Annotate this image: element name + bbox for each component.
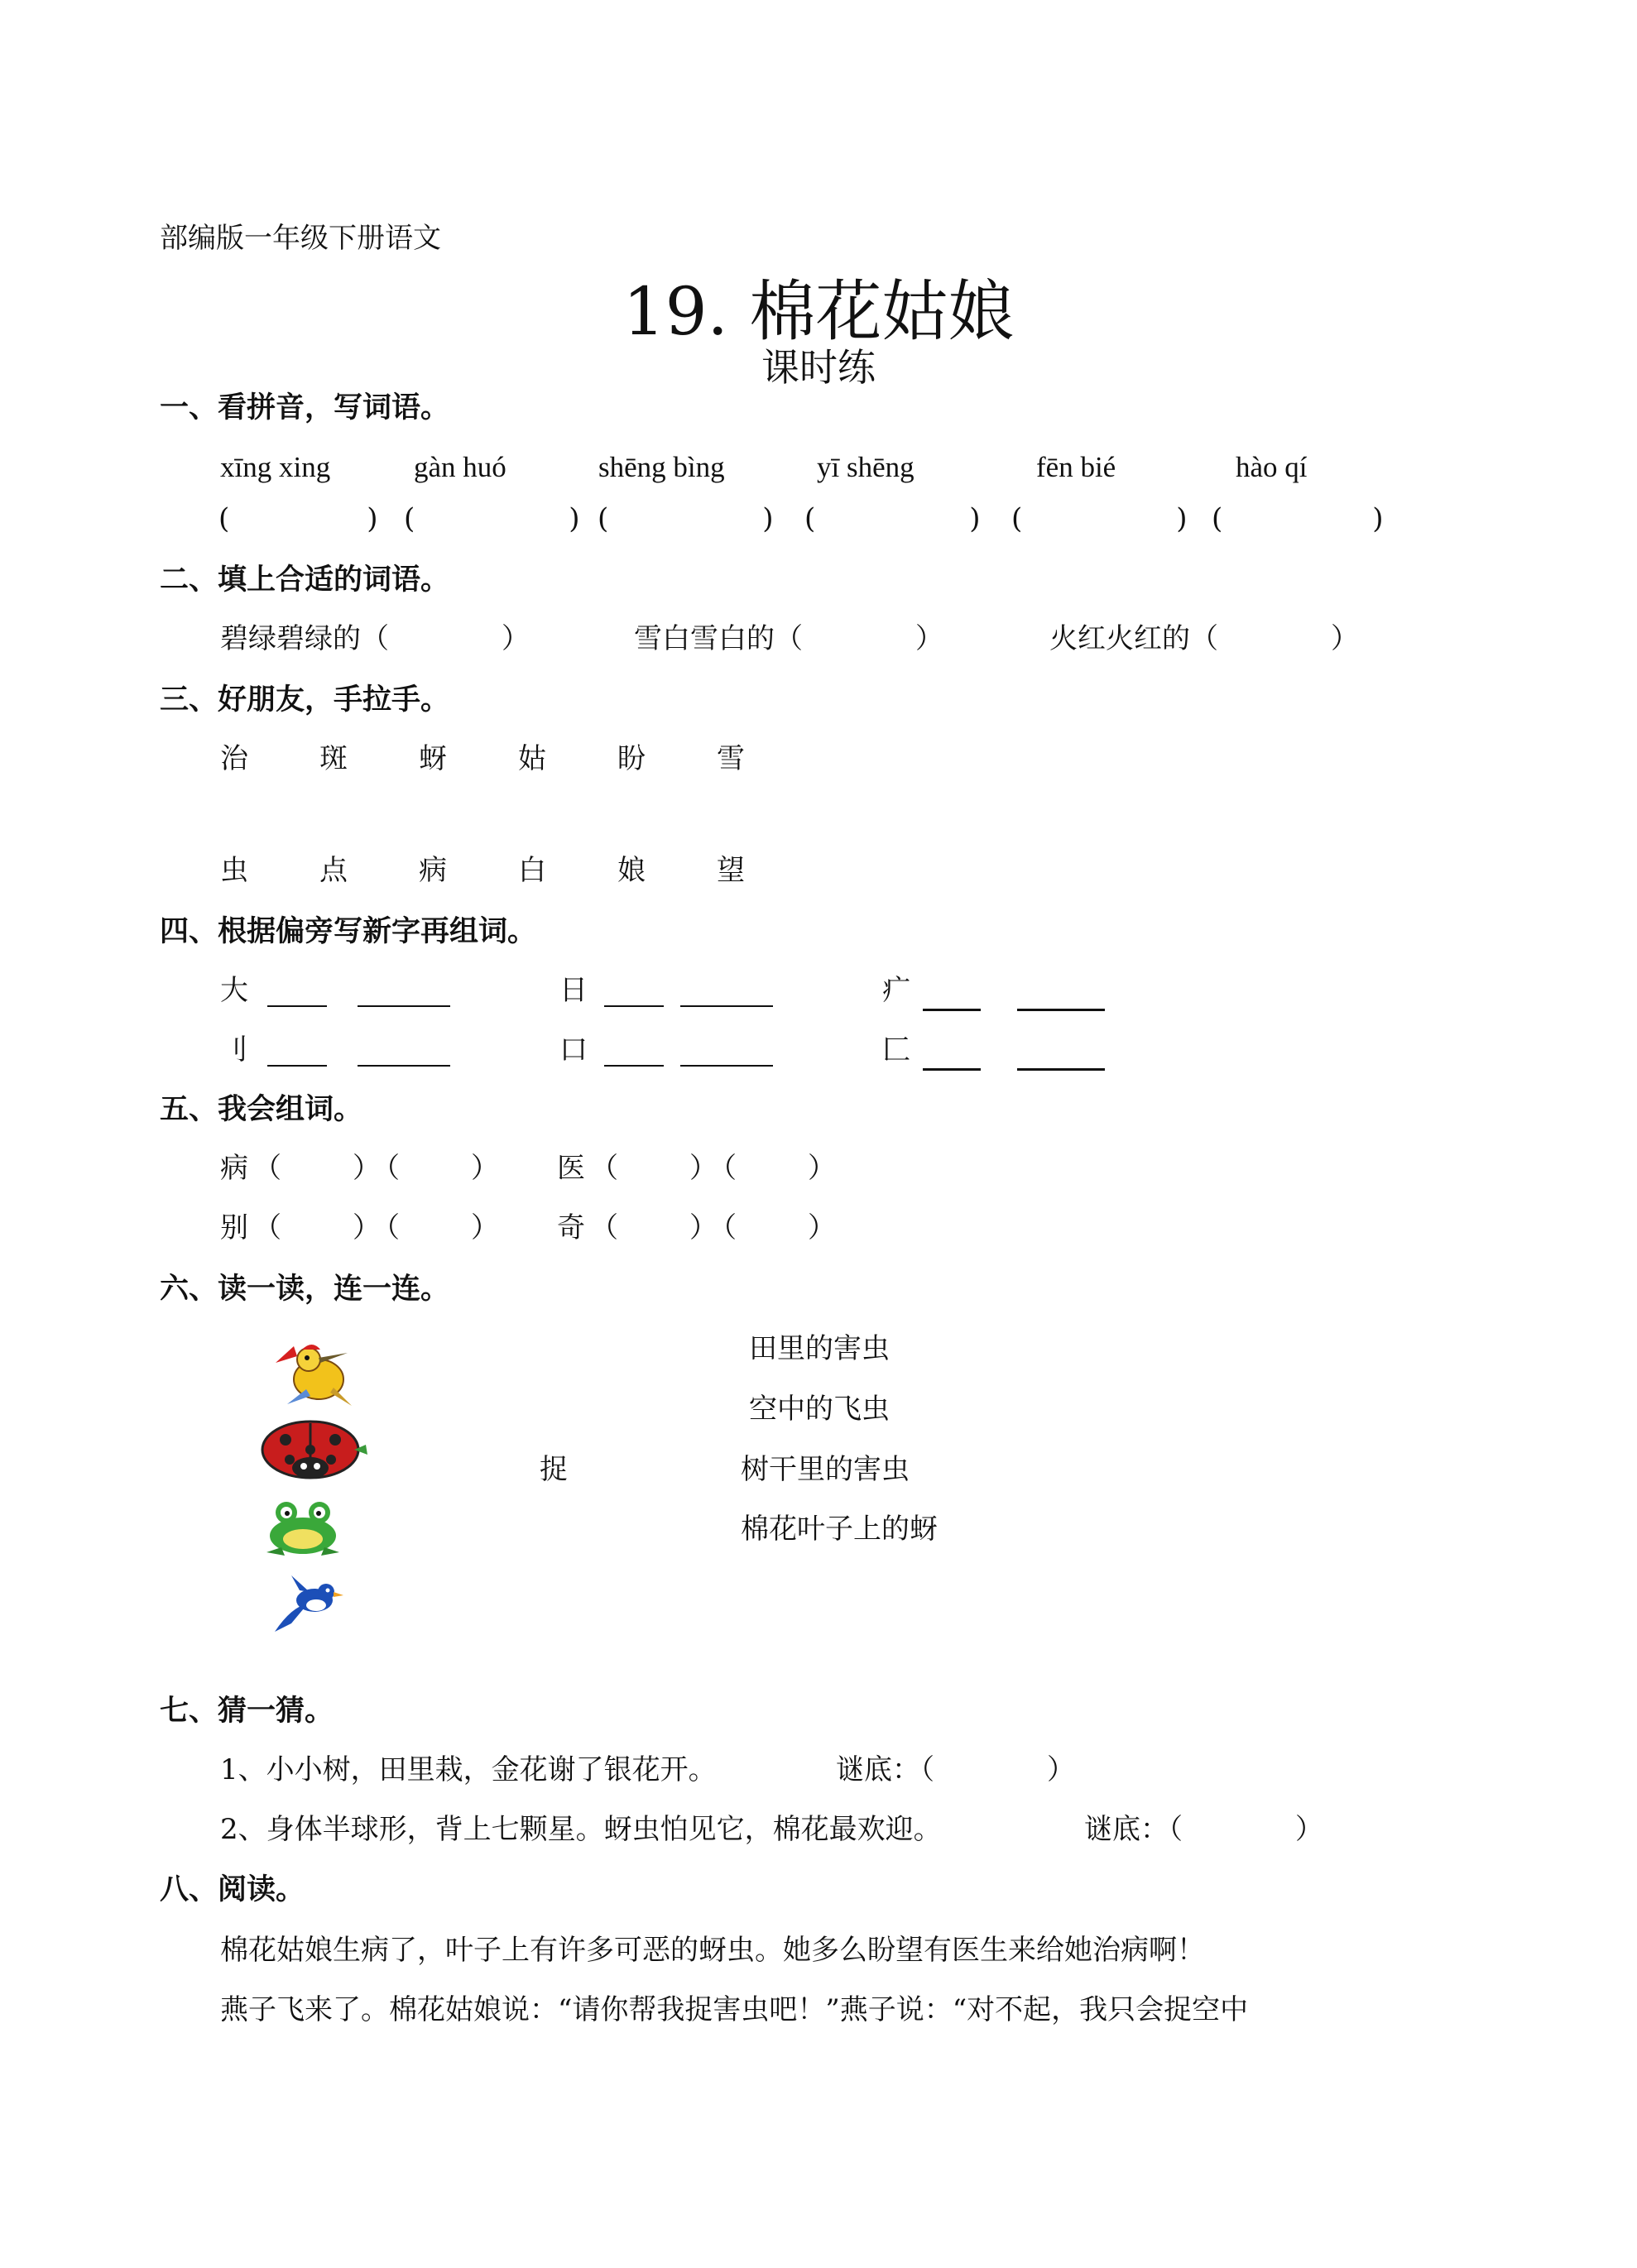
section-1-heading: 一、看拼音，写词语。 xyxy=(160,391,450,424)
word-blanks[interactable]: （ ）（ ） xyxy=(590,1152,841,1185)
radical-ri: 日 xyxy=(559,974,588,1007)
match-char-bottom-4[interactable]: 白 xyxy=(518,854,546,887)
write-line[interactable] xyxy=(604,1065,664,1067)
section-5-heading: 五、我会组词。 xyxy=(160,1092,363,1126)
answer-blank-5[interactable]: ( ) xyxy=(1011,502,1196,535)
section-8-heading: 八、阅读。 xyxy=(160,1872,305,1906)
write-line[interactable] xyxy=(604,1005,664,1007)
section-3-heading: 三、好朋友，手拉手。 xyxy=(160,683,450,717)
frog-icon[interactable] xyxy=(260,1494,347,1561)
page-subtitle: 课时练 xyxy=(761,345,876,390)
radical-fang: 匚 xyxy=(882,1033,910,1067)
write-line[interactable] xyxy=(358,1065,450,1067)
phrase-2[interactable]: 空中的飞虫 xyxy=(749,1393,890,1426)
pinyin-2: gàn huó xyxy=(414,451,506,483)
section-7-heading: 七、猜一猜。 xyxy=(160,1694,334,1728)
match-char-top-5[interactable]: 盼 xyxy=(617,742,646,775)
radical-kou: 口 xyxy=(559,1033,588,1067)
match-char-top-3[interactable]: 蚜 xyxy=(419,742,447,775)
match-char-bottom-6[interactable]: 望 xyxy=(717,854,745,887)
phrase-3[interactable]: 树干里的害虫 xyxy=(741,1453,910,1486)
word-char-yi: 医 xyxy=(557,1152,585,1185)
word-char-bing: 病 xyxy=(220,1152,248,1185)
reading-paragraph-1: 棉花姑娘生病了，叶子上有许多可恶的蚜虫。她多么盼望有医生来给她治病啊！ xyxy=(220,1934,1205,1967)
word-char-qi: 奇 xyxy=(557,1211,585,1244)
write-line[interactable] xyxy=(267,1005,327,1007)
word-blanks[interactable]: （ ）（ ） xyxy=(590,1211,841,1244)
answer-blank-1[interactable]: ( ) xyxy=(218,502,383,535)
fill-item-red[interactable]: 火红火红的（ ） xyxy=(1049,622,1359,655)
match-char-bottom-5[interactable]: 娘 xyxy=(617,854,646,887)
ladybug-icon[interactable] xyxy=(257,1417,372,1483)
pinyin-6: hào qí xyxy=(1236,451,1308,483)
answer-blank-6[interactable]: ( ) xyxy=(1212,502,1391,535)
pinyin-5: fēn bié xyxy=(1036,451,1116,483)
reading-paragraph-2: 燕子飞来了。棉花姑娘说：“请你帮我捉害虫吧！”燕子说：“对不起，我只会捉空中 xyxy=(220,1993,1249,2026)
phrase-1[interactable]: 田里的害虫 xyxy=(749,1332,890,1365)
word-char-bie: 别 xyxy=(220,1211,248,1244)
write-line[interactable] xyxy=(1017,1068,1105,1071)
word-blanks[interactable]: （ ）（ ） xyxy=(253,1211,504,1244)
write-line[interactable] xyxy=(358,1005,450,1007)
pinyin-1: xīng xing xyxy=(220,451,331,483)
fill-item-green[interactable]: 碧绿碧绿的（ ） xyxy=(220,622,530,655)
word-blanks[interactable]: （ ）（ ） xyxy=(253,1152,504,1185)
write-line[interactable] xyxy=(1017,1009,1105,1011)
write-line[interactable] xyxy=(680,1005,773,1007)
woodpecker-icon[interactable] xyxy=(269,1338,360,1408)
write-line[interactable] xyxy=(680,1065,773,1067)
write-line[interactable] xyxy=(923,1068,981,1071)
match-char-top-4[interactable]: 姑 xyxy=(518,742,546,775)
page-title: 19. 棉花姑娘 xyxy=(622,273,1015,350)
document-source-label: 部编版一年级下册语文 xyxy=(160,222,441,255)
write-line[interactable] xyxy=(267,1065,327,1067)
radical-da: 大 xyxy=(220,974,248,1007)
answer-blank-2[interactable]: ( ) xyxy=(404,502,588,535)
phrase-4[interactable]: 棉花叶子上的蚜 xyxy=(741,1513,938,1546)
match-char-top-1[interactable]: 治 xyxy=(220,742,248,775)
radical-ne: 疒 xyxy=(882,974,910,1007)
match-char-bottom-1[interactable]: 虫 xyxy=(220,854,248,887)
riddle-2-answer[interactable]: 谜底：（ ） xyxy=(1084,1813,1323,1846)
radical-dao: 刂 xyxy=(220,1033,248,1067)
write-line[interactable] xyxy=(923,1009,981,1011)
section-4-heading: 四、根据偏旁写新字再组词。 xyxy=(160,914,537,948)
riddle-1-answer[interactable]: 谜底：（ ） xyxy=(836,1753,1075,1786)
center-word-catch: 捉 xyxy=(540,1453,568,1486)
riddle-1: 1、小小树，田里栽，金花谢了银花开。 xyxy=(220,1753,717,1786)
section-6-heading: 六、读一读，连一连。 xyxy=(160,1272,450,1306)
match-char-bottom-2[interactable]: 点 xyxy=(319,854,348,887)
pinyin-3: shēng bìng xyxy=(598,451,725,483)
riddle-2: 2、身体半球形，背上七颗星。蚜虫怕见它，棉花最欢迎。 xyxy=(220,1813,942,1846)
answer-blank-4[interactable]: ( ) xyxy=(804,502,989,535)
match-char-top-6[interactable]: 雪 xyxy=(717,742,745,775)
match-char-bottom-3[interactable]: 病 xyxy=(419,854,447,887)
match-char-top-2[interactable]: 斑 xyxy=(319,742,348,775)
answer-blank-3[interactable]: ( ) xyxy=(598,502,782,535)
pinyin-4: yī shēng xyxy=(817,451,915,483)
swallow-icon[interactable] xyxy=(266,1574,345,1636)
fill-item-white[interactable]: 雪白雪白的（ ） xyxy=(634,622,943,655)
section-2-heading: 二、填上合适的词语。 xyxy=(160,563,450,597)
